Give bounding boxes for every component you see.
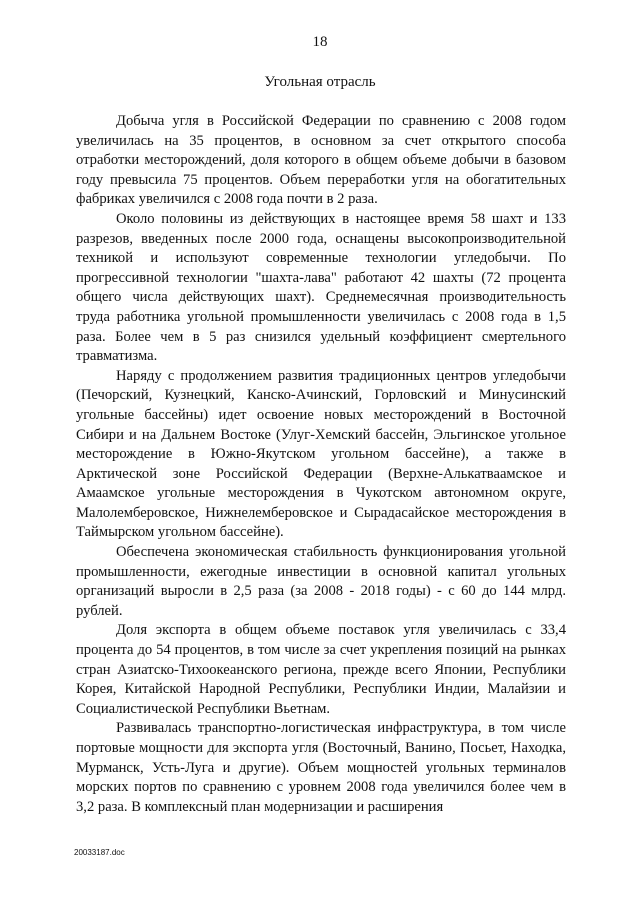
section-title: Угольная отрасль — [264, 74, 376, 90]
paragraph: Около половины из действующих в настоящее время 58 шахт и 133 разрезов, введенных после 2000 года, оснащены высокопроизводительной техникой и используют современные технологии угледобычи. По прогрессивной технологии "шахта-лава" работают 42 шахты (72 процента общего числа действующих шахт). Среднемесячная производительность труда работника угольной промышленности увеличилась с 2008 года в 1,5 раза. Более чем в 5 раз снизился удельный коэффициент смертельного травматизма. — [76, 210, 566, 365]
footer-file-name: 20033187.doc — [74, 848, 125, 857]
paragraph: Развивалась транспортно-логистическая инфраструктура, в том числе портовые мощности для экспорта угля (Восточный, Ванино, Посьет, Находка, Мурманск, Усть-Луга и другие). Объем мощностей угольных терминалов морских портов по сравнению с уровнем 2008 года увеличился более чем в 3,2 раза. В комплексный план модернизации и расширения — [76, 720, 566, 815]
paragraph: Доля экспорта в общем объеме поставок угля увеличилась с 33,4 процента до 54 процентов, в том числе за счет укрепления позиций на рынках стран Азиатско-Тихоокеанского региона, прежде всего Японии, Республики Корея, Китайской Народной Республики, Республики Индии, Малайзии и Социалистической Республики Вьетнам. — [76, 622, 566, 717]
paragraph: Добыча угля в Российской Федерации по сравнению с 2008 годом увеличилась на 35 процентов, в основном за счет открытого способа отработки месторождений, доля которого в общем объеме добычи в базовом году превысила 75 процентов. Объем переработки угля на обогатительных фабриках увеличился с 2008 года почти в 2 раза. — [76, 113, 566, 208]
body-text — [76, 112, 566, 817]
paragraph: Обеспечена экономическая стабильность функционирования угольной промышленности, ежегодные инвестиции в основной капитал угольных организаций выросли в 2,5 раза (за 2008 - 2018 годы) - с 60 до 144 млрд. рублей. — [76, 544, 566, 619]
page-number: 18 — [312, 34, 328, 50]
paragraph: Наряду с продолжением развития традиционных центров угледобычи (Печорский, Кузнецкий, Канско-Ачинский, Горловский и Минусинский угольные бассейны) идет освоение новых месторождений в Восточной Сибири и на Дальнем Востоке (Улуг-Хемский бассейн, Эльгинское угольное месторождение в Южно-Якутском угольном бассейне), а также в Арктической зоне Российской Федерации (Верхне-Алькатваамское и Амаамское угольные месторождения в Чукотском автономном округе, Малолемберовское, Нижнелемберовское и Сырадасайское месторождения в Таймырском угольном бассейне). — [76, 367, 566, 541]
